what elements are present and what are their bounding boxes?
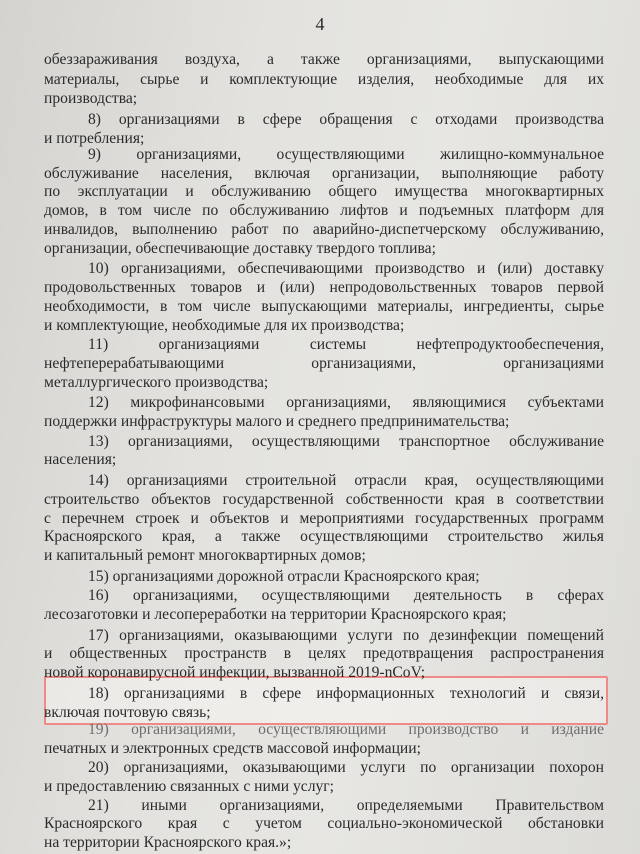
- list-item-20: 20) организациями, оказывающими услуги по организации похорон: [88, 758, 604, 776]
- list-item-15: 15) организациями дорожной отрасли Красноярского края;: [88, 567, 480, 585]
- text-line: по эксплуатации и обслуживанию общего имущества многоквартирных: [44, 183, 604, 201]
- text-line: печатных и электронных средств массовой информации;: [44, 740, 421, 758]
- page-number: 4: [315, 14, 325, 34]
- list-item-21: 21) иными организациями, определяемыми Правительством: [88, 796, 604, 814]
- list-item-10: 10) организациями, обеспечивающими производство и (или) доставку: [88, 260, 604, 278]
- text-line: Красноярского края, а также осуществляющими строительство жилья: [44, 528, 604, 546]
- text-line: домов, в том числе по обслуживанию лифтов и подъемных платформ для: [44, 202, 604, 220]
- text-line: лесозаготовки и лесопереработки на территории Красноярского края;: [44, 606, 507, 624]
- text-line: производства;: [44, 90, 138, 108]
- text-line: и общественных пространств в целях предотвращения распространения: [44, 645, 604, 663]
- text-line: с перечнем строек и объектов и мероприятиями государственных программ: [44, 509, 604, 527]
- text-line: поддержки инфраструктуры малого и среднего предпринимательства;: [44, 413, 510, 430]
- text-line: инвалидов, выполнению работ по аварийно-диспетчерскому обслуживанию,: [44, 220, 604, 238]
- list-item-16: 16) организациями, осуществляющими деятельность в сферах: [88, 587, 604, 605]
- text-line: и комплектующие, необходимые для их производства;: [44, 316, 405, 334]
- list-item-11: 11) организациями системы нефтепродуктообеспечения,: [88, 336, 604, 354]
- text-line: нефтеперерабатывающими организациями, организациями: [44, 354, 604, 372]
- text-line: включая почтовую связь;: [44, 703, 211, 721]
- list-item-13: 13) организациями, осуществляющими транспортное обслуживание: [88, 432, 604, 450]
- text-line: Красноярского края с учетом социально-экономической обстановки: [44, 815, 604, 833]
- text-line: материалы, сырье и комплектующие изделия, необходимые для их: [44, 70, 604, 88]
- text-line: организации, обеспечивающие доставку твердого топлива;: [44, 239, 436, 257]
- text-line: необходимости, в том числе выпускающими материалы, ингредиенты, сырье: [44, 297, 604, 315]
- list-item-14: 14) организациями строительной отрасли края, осуществляющими: [88, 472, 604, 489]
- text-line: обслуживание населения, включая организации, выполняющие работу: [44, 164, 604, 182]
- list-item-8: 8) организациями в сфере обращения с отходами производства: [88, 110, 604, 128]
- list-item-18: 18) организациями в сфере информационных технологий и связи,: [88, 684, 604, 702]
- text-line: на территории Красноярского края.»;: [44, 834, 292, 851]
- text-line: металлургического производства;: [44, 373, 269, 391]
- text-line: новой коронавирусной инфекции, вызванной 2019-nCoV;: [44, 664, 426, 682]
- list-item-12: 12) микрофинансовыми организациями, являющимися субъектами: [88, 394, 604, 412]
- list-item-9: 9) организациями, осуществляющими жилищно-коммунальное: [88, 145, 604, 163]
- list-item-19: 19) организациями, осуществляющими производство и издание: [88, 721, 604, 739]
- text-line: продовольственных товаров и (или) непродовольственных товаров первой: [44, 278, 604, 296]
- text-line: строительство объектов государственной собственности края в соответствии: [44, 490, 604, 508]
- text-line: обеззараживания воздуха, а также организациями, выпускающими: [44, 51, 604, 68]
- text-line: населения;: [44, 451, 117, 469]
- text-line: и потребления;: [44, 129, 145, 147]
- text-line: и капитальный ремонт многоквартирных домов;: [44, 547, 366, 565]
- list-item-17: 17) организациями, оказывающими услуги по дезинфекции помещений: [88, 626, 604, 644]
- text-line: и предоставлению связанных с ними услуг;: [44, 777, 335, 795]
